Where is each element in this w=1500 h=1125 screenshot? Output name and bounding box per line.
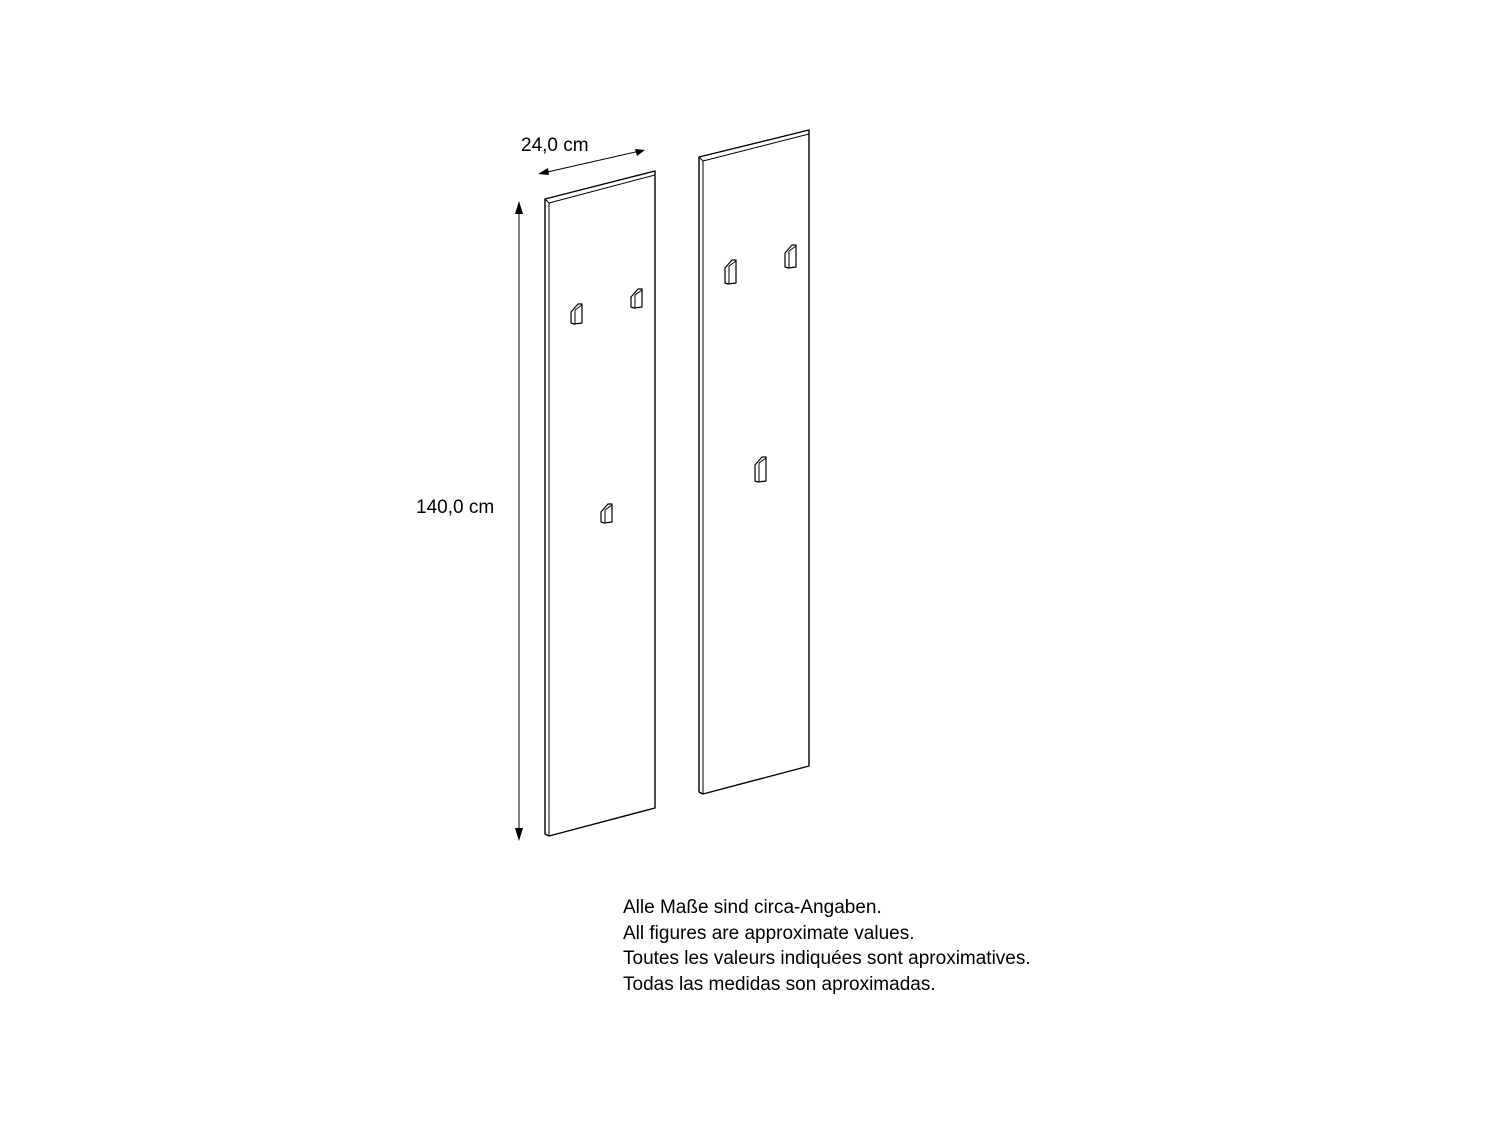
coat-hook-icon [601, 504, 612, 523]
disclaimer-notes [623, 895, 1031, 997]
coat-hook-icon [631, 289, 642, 308]
height-label: 140,0 cm [416, 497, 495, 518]
left-panel [545, 171, 655, 836]
note-german: Alle Maße sind circa-Angaben. [623, 897, 882, 918]
width-dimension [521, 135, 645, 175]
coat-hook-icon [725, 260, 736, 284]
right-panel [699, 130, 809, 794]
note-english: All figures are approximate values. [623, 922, 915, 944]
coat-hook-icon [571, 304, 582, 324]
note-french: Toutes les valeurs indiquées sont aproximatives. [623, 948, 1031, 969]
coat-hook-icon [785, 245, 796, 268]
width-label: 24,0 cm [521, 135, 589, 156]
note-spanish: Todas las medidas son aproximadas. [623, 973, 936, 995]
height-dimension [416, 201, 523, 841]
coat-hook-icon [755, 457, 766, 482]
